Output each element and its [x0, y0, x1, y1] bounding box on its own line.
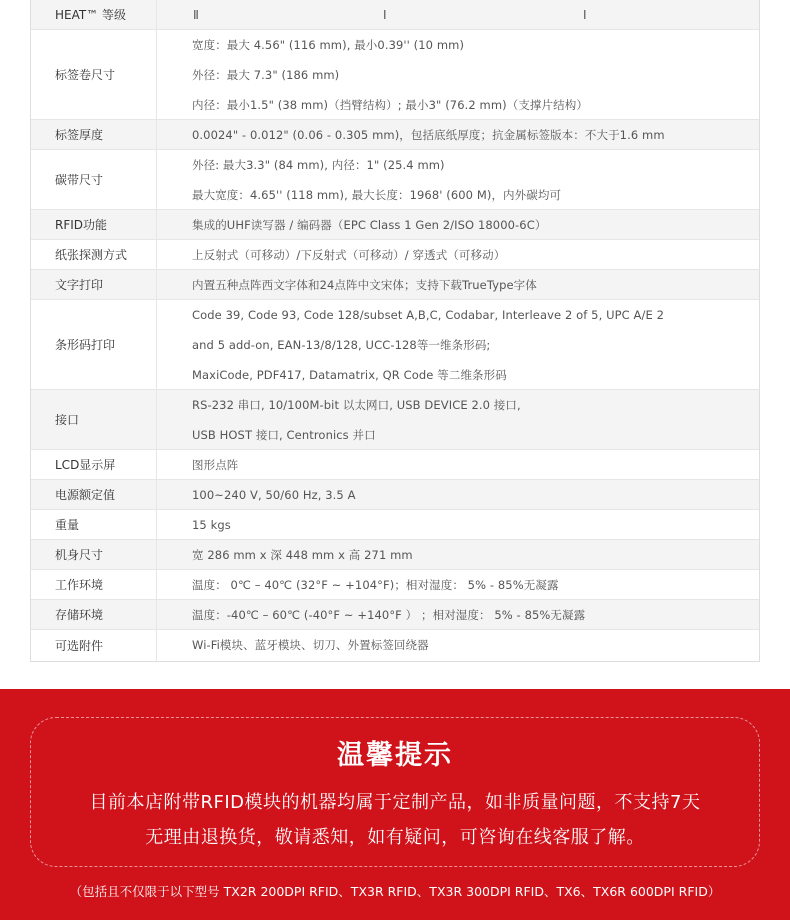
notice-title: 温馨提示 [337, 740, 453, 771]
spec-row-interface [31, 390, 759, 450]
spec-label: 标签卷尺寸 [31, 30, 157, 119]
spec-row-lcd [31, 450, 759, 480]
spec-value: 最大宽度：4.65'' (118 mm), 最大长度：1968' (600 M)，内外碳均可 [192, 188, 562, 202]
heat-grade-mark: Ⅰ [583, 8, 587, 22]
spec-value: MaxiCode, PDF417, Datamatrix, QR Code 等二维条形码 [192, 368, 507, 382]
spec-row-barcode [31, 300, 759, 390]
spec-value: 图形点阵 [192, 458, 239, 472]
spec-label: 条形码打印 [31, 300, 157, 389]
spec-value: 集成的UHF读写器 / 编码器（EPC Class 1 Gen 2/ISO 18000-6C） [192, 218, 547, 232]
spec-value: 温度： 0℃ – 40℃ (32°F ~ +104°F)；相对湿度： 5% - 85%无凝露 [192, 578, 559, 592]
spec-label: 纸张探测方式 [31, 240, 157, 269]
spec-table [30, 0, 760, 662]
spec-label: LCD显示屏 [31, 450, 157, 479]
spec-value: 宽 286 mm x 深 448 mm x 高 271 mm [192, 548, 413, 562]
spec-row-label-thickness [31, 120, 759, 150]
spec-value: RS-232 串口, 10/100M-bit 以太网口, USB DEVICE 2.0 接口, [192, 398, 521, 412]
spec-label: 电源额定值 [31, 480, 157, 509]
spec-row-options [31, 630, 759, 661]
spec-row-sensor [31, 240, 759, 270]
notice-text-line: 无理由退换货，敬请悉知，如有疑问，可咨询在线客服了解。 [145, 827, 645, 848]
spec-label: 碳带尺寸 [31, 150, 157, 209]
spec-label: 文字打印 [31, 270, 157, 299]
heat-grade-mark: Ⅰ [383, 8, 387, 22]
spec-label: 存储环境 [31, 600, 157, 629]
spec-label: RFID功能 [31, 210, 157, 239]
spec-row-ribbon [31, 150, 759, 210]
spec-value: 15 kgs [192, 518, 231, 532]
spec-value: 外径：最大 7.3" (186 mm) [192, 68, 340, 82]
spec-label: 标签厚度 [31, 120, 157, 149]
spec-row-storage [31, 600, 759, 630]
spec-row-rfid [31, 210, 759, 240]
spec-value: 温度：-40℃ – 60℃ (-40°F ~ +140°F ） ；相对湿度： 5% - 85%无凝露 [192, 608, 586, 622]
spec-value: 宽度：最大 4.56" (116 mm), 最小0.39'' (10 mm) [192, 38, 465, 52]
spec-row-weight [31, 510, 759, 540]
spec-row-dimensions [31, 540, 759, 570]
spec-value: 100~240 V, 50/60 Hz, 3.5 A [192, 488, 356, 502]
spec-label: 可选附件 [31, 630, 157, 661]
spec-label: 工作环境 [31, 570, 157, 599]
spec-row-power [31, 480, 759, 510]
spec-row-label-roll [31, 30, 759, 120]
spec-label: 机身尺寸 [31, 540, 157, 569]
spec-value: and 5 add-on, EAN-13/8/128, UCC-128等一维条形码; [192, 338, 491, 352]
spec-label: 重量 [31, 510, 157, 539]
spec-value: 上反射式（可移动）/下反射式（可移动）/ 穿透式（可移动） [192, 248, 506, 262]
spec-label: 接口 [31, 390, 157, 449]
spec-row-heat [31, 0, 759, 30]
spec-row-operating [31, 570, 759, 600]
spec-value: 内置五种点阵西文字体和24点阵中文宋体；支持下载TrueType字体 [192, 278, 537, 292]
heat-grade-mark: Ⅱ [193, 8, 199, 22]
notice-banner [0, 689, 790, 920]
spec-value: Wi-Fi模块、蓝牙模块、切刀、外置标签回绕器 [192, 638, 429, 652]
spec-value: USB HOST 接口, Centronics 并口 [192, 428, 376, 442]
spec-value: 内径：最小1.5" (38 mm)（挡臂结构）; 最小3" (76.2 mm)（支撑片结构） [192, 98, 588, 112]
notice-footnote: （包括且不仅限于以下型号 TX2R 200DPI RFID、TX3R RFID、TX3R 300DPI RFID、TX6、TX6R 600DPI RFID） [69, 884, 721, 899]
spec-value: 0.0024" - 0.012" (0.06 - 0.305 mm)，包括底纸厚度；抗金属标签版本：不大于1.6 mm [192, 128, 665, 142]
spec-value: Code 39, Code 93, Code 128/subset A,B,C, Codabar, Interleave 2 of 5, UPC A/E 2 [192, 308, 665, 322]
spec-value: 外径: 最大3.3" (84 mm), 内径：1" (25.4 mm) [192, 158, 445, 172]
spec-row-text-print [31, 270, 759, 300]
notice-text-line: 目前本店附带RFID模块的机器均属于定制产品，如非质量问题，不支持7天 [89, 792, 701, 813]
spec-label: HEAT™ 等级 [31, 0, 157, 29]
